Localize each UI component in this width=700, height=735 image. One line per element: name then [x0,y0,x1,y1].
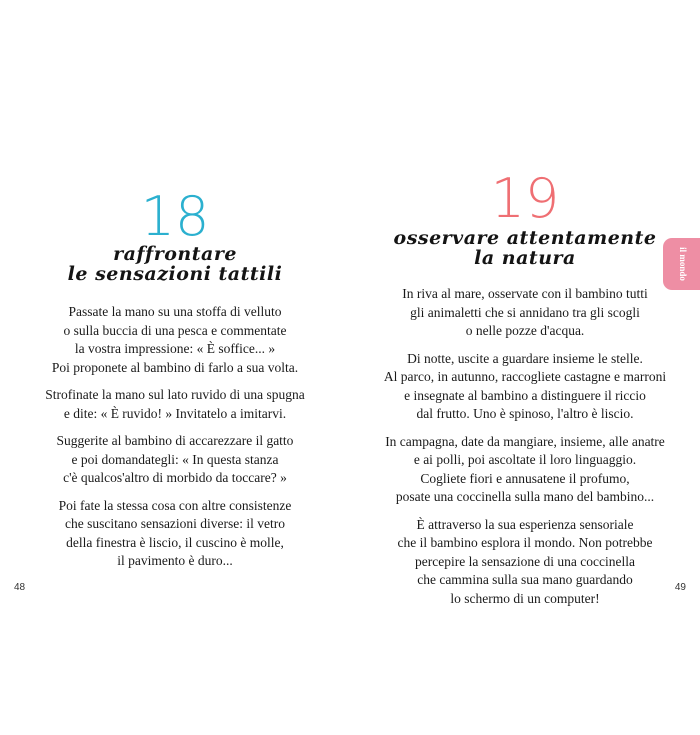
page-number: 48 [14,582,26,593]
activity-body [350,276,700,617]
text-line: e ai polli, poi ascoltate il loro linguaggio. [413,452,637,467]
text-line: della finestra è liscio, il cuscino è molle, [66,534,284,550]
text-line: In campagna, date da mangiare, insieme, alle anatre [385,433,665,449]
text-line: e dite: « È ruvido! » Invitatelo a imitarvi. [63,405,287,421]
title-line: osservare attentamente [393,227,657,249]
page-number: 49 [674,582,686,593]
activity-body [0,294,350,580]
text-line: Cogliete fiori e annusatene il profumo, [420,470,630,486]
text-line: Poi fate la stessa cosa con altre consistenze [58,497,292,513]
text-line: posate una coccinella sulla mano del bambino... [395,489,655,504]
activity-number: 18 [140,185,210,248]
right-page [350,0,700,735]
text-line: Di notte, uscite a guardare insieme le stelle. [407,350,643,366]
activity-title [0,244,350,284]
text-line: o sulla buccia di una pesca e commentate [63,322,287,338]
title-line: raffrontare [113,243,237,265]
text-line: percepire la sensazione di una coccinella [414,553,635,569]
text-line: che suscitano sensazioni diverse: il vetro [64,516,286,531]
text-line: gli animaletti che si annidano tra gli scogli [410,304,640,320]
text-line: il pavimento è duro... [117,553,233,568]
text-line: dal frutto. Uno è spinoso, l'altro è liscio. [416,406,634,421]
text-line: Poi proponete al bambino di farlo a sua volta. [51,359,299,375]
text-line: o nelle pozze d'acqua. [465,323,585,338]
text-line: Al parco, in autunno, raccogliete castagne e marroni [383,369,667,384]
text-line: Suggerite al bambino di accarezzare il gatto [56,433,294,448]
text-line: In riva al mare, osservate con il bambino tutti [402,286,648,301]
text-line: e insegnate al bambino a distinguere il riccio [404,387,646,403]
title-line: la natura [474,247,576,269]
section-tab [663,238,700,290]
text-line: Strofinate la mano sul lato ruvido di una spugna [45,387,305,402]
text-line: È attraverso la sua esperienza sensoriale [416,516,634,532]
activity-number: 19 [490,167,560,230]
text-line: c'è qualcos'altro di morbido da toccare? » [63,470,287,485]
text-line: e poi domandategli: « In questa stanza [71,451,279,467]
text-line: che il bambino esplora il mondo. Non potrebbe [397,535,653,550]
text-line: Passate la mano su una stoffa di velluto [68,304,282,319]
text-line: che cammina sulla sua mano guardando [417,572,633,587]
title-line: le sensazioni tattili [67,263,283,285]
text-line: lo schermo di un computer! [450,590,600,606]
section-tab-label: il mondo [678,247,688,281]
activity-title [350,228,700,268]
text-line: la vostra impressione: « È soffice... » [74,341,276,356]
